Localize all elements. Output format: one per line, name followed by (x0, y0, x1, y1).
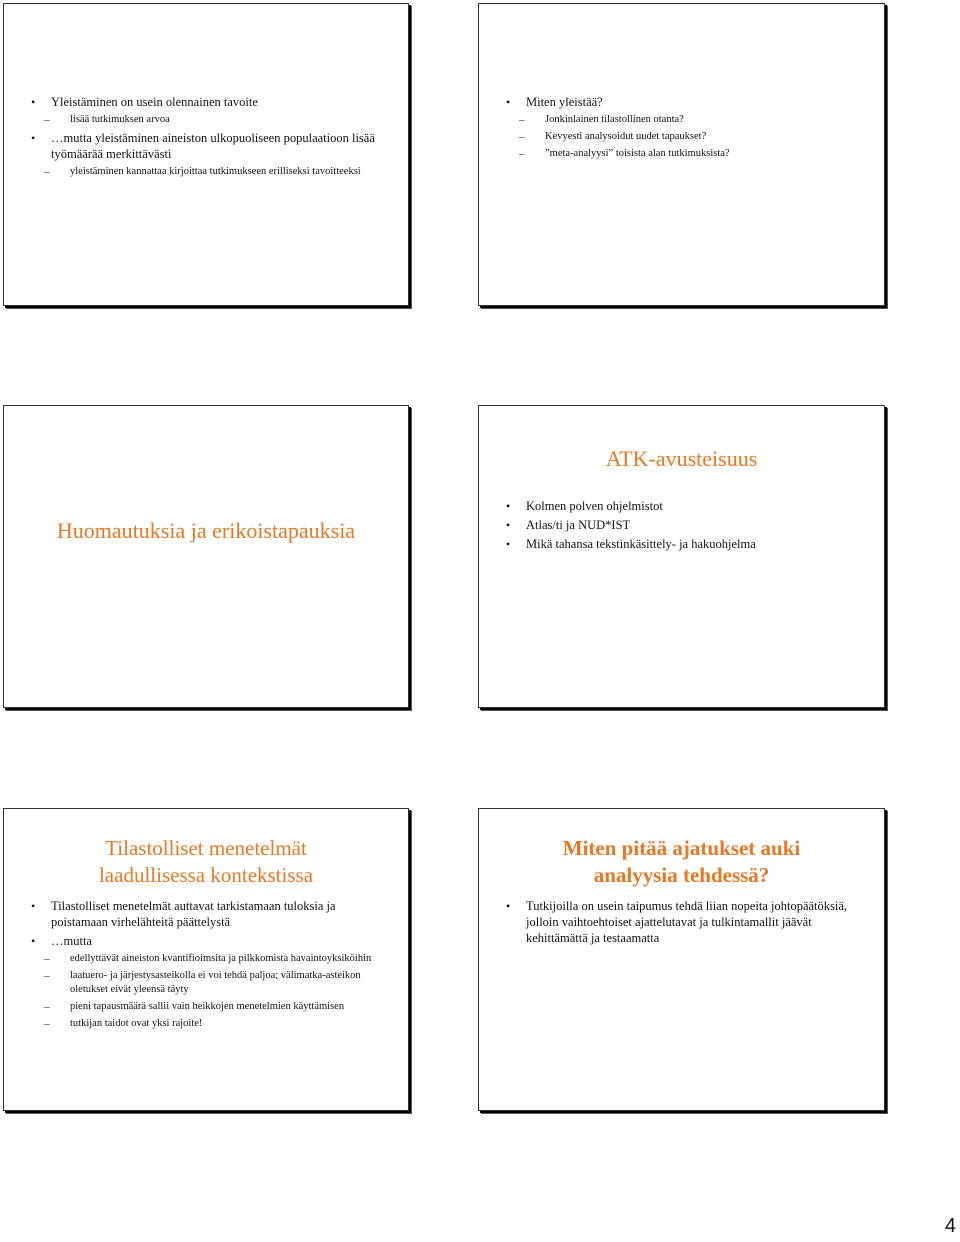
dash-icon: – (44, 166, 50, 178)
page-number: 4 (944, 1215, 956, 1237)
sub-bullet-item: – yleistäminen kannattaa kirjoittaa tutkimukseen erilliseksi tavoitteeksi (44, 166, 361, 178)
dash-icon: – (44, 1001, 50, 1013)
dash-icon: – (44, 970, 50, 982)
bullet-item: • Atlas/ti ja NUD*IST (506, 518, 631, 532)
sub-bullet-item: – tutkijan taidot ovat yksi rajoite! (44, 1018, 203, 1030)
slide-4 (478, 405, 885, 708)
bullet-dot-icon: • (506, 537, 511, 551)
dash-icon: – (519, 114, 525, 126)
bullet-dot-icon: • (506, 899, 511, 913)
slide-2 (478, 3, 885, 306)
bullet-item: • Mikä tahansa tekstinkäsittely- ja hakuohjelma (506, 537, 756, 551)
bullet-item: • …mutta (31, 934, 92, 948)
bullet-item: • Kolmen polven ohjelmistot (506, 499, 663, 513)
slide-5 (3, 808, 409, 1111)
slide-title: ATK-avusteisuus (605, 446, 758, 471)
slide-2-content (503, 94, 870, 164)
bullet-dot-icon: • (31, 899, 36, 913)
sub-bullet-item: – edellyttävät aineiston kvantifioimsita ja pilkkomista havaintoyksiköihin (44, 953, 372, 965)
bullet-item: • Miten yleistää? (506, 95, 603, 109)
bullet-item: • …mutta yleistäminen aineiston ulkopuoliseen populaatioon lisää työmäärää merkittävästi (31, 131, 375, 161)
slide-3 (3, 405, 409, 708)
slide-title (479, 835, 884, 889)
slide-1 (3, 3, 409, 306)
slide-title-line-1: Tilastolliset menetelmät (105, 836, 307, 860)
sub-bullet-item: – Kevyesti analysoidut uudet tapaukset? (519, 131, 707, 143)
bullet-item: • Yleistäminen on usein olennainen tavoite (31, 95, 258, 109)
bullet-dot-icon: • (506, 499, 511, 513)
dash-icon: – (44, 1018, 50, 1030)
dash-icon: – (519, 148, 525, 160)
bullet-item: • Tilastolliset menetelmät auttavat tarkistamaan tuloksia ja poistamaan virhelähteitä päättelystä (31, 899, 336, 929)
slide-6-content (503, 898, 870, 949)
bullet-dot-icon: • (31, 131, 36, 145)
sub-bullet-item: – lisää tutkimuksen arvoa (44, 114, 170, 126)
bullet-item: • Tutkijoilla on usein taipumus tehdä liian nopeita johtopäätöksiä, jolloin vaihtoehtoiset ajattelutavat ja tulkintamallit jäävät kehittämättä ja testaamatta (506, 899, 848, 945)
dash-icon: – (44, 114, 50, 126)
bullet-dot-icon: • (31, 934, 36, 948)
slide-1-content (28, 94, 394, 182)
slide-6 (478, 808, 885, 1111)
dash-icon: – (44, 953, 50, 965)
slide-title-line-2: analyysia tehdessä? (593, 863, 770, 887)
bullet-dot-icon: • (506, 95, 511, 109)
bullet-dot-icon: • (506, 518, 511, 532)
sub-bullet-item: – Jonkinlainen tilastollinen otanta? (519, 114, 684, 126)
dash-icon: – (519, 131, 525, 143)
bullet-dot-icon: • (31, 95, 36, 109)
slide-title: Huomautuksia ja erikoistapauksia (56, 518, 356, 543)
sub-bullet-item: – ”meta-analyysi” toisista alan tutkimuksista? (519, 148, 730, 160)
slide-title (4, 835, 408, 889)
slide-4-content (503, 498, 870, 555)
sub-bullet-item: – pieni tapausmäärä sallii vain heikkojen menetelmien käyttämisen (44, 1001, 345, 1013)
slide-5-content (28, 898, 394, 1034)
sub-bullet-item: – laatuero- ja järjestysasteikolla ei voi tehdä paljoa; välimatka-asteikon oletukset eivät yleensä täyty (44, 970, 361, 995)
slide-title-line-1: Miten pitää ajatukset auki (562, 836, 801, 860)
slide-title-line-2: laadullisessa kontekstissa (98, 863, 314, 887)
